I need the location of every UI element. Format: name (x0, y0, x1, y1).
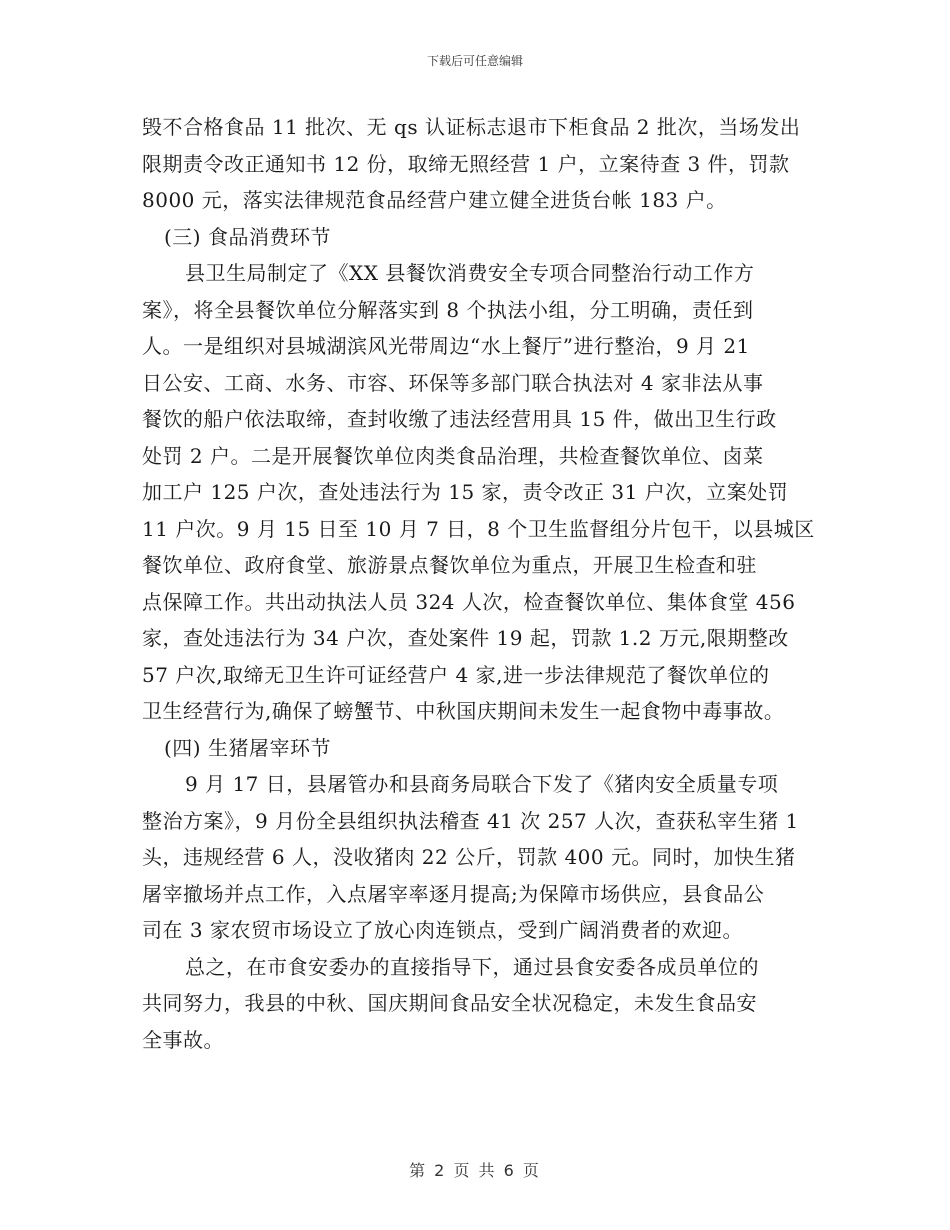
body-line: 案》，将全县餐饮单位分解落实到 8 个执法小组，分工明确，责任到 (142, 297, 754, 322)
body-line: 点保障工作。共出动执法人员 324 人次，检查餐饮单位、集体食堂 456 (142, 589, 796, 614)
document-body (142, 112, 815, 1061)
body-line: 整治方案》，9 月份全县组织执法稽查 41 次 257 人次，查获私宰生猪 1 (142, 808, 799, 833)
body-line: 毁不合格食品 11 批次、无 qs 认证标志退市下柜食品 2 批次，当场发出 (142, 115, 801, 139)
page-header: 下载后可任意编辑 (426, 54, 523, 68)
section-heading: (四) 生猪屠宰环节 (164, 735, 331, 760)
body-line: 总之，在市食安委办的直接指导下，通过县食安委各成员单位的 (185, 954, 759, 979)
body-line: 全事故。 (142, 1027, 224, 1052)
body-line: 限期责令改正通知书 12 份，取缔无照经营 1 户，立案待查 3 件，罚款 (142, 151, 790, 176)
body-line: 加工户 125 户次，查处违法行为 15 家，责令改正 31 户次，立案处罚 (142, 480, 789, 504)
body-line: 共同努力，我县的中秋、国庆期间食品安全状况稳定，未发生食品安 (142, 991, 757, 1015)
body-line: 餐饮的船户依法取缔，查封收缴了违法经营用具 15 件，做出卫生行政 (142, 407, 777, 431)
body-line: 屠宰撤场并点工作，入点屠宰率逐月提高;为保障市场供应，县食品公 (142, 881, 765, 906)
body-line: 县卫生局制定了《XX 县餐饮消费安全专项合同整治行动工作方 (185, 261, 755, 285)
body-line: 日公安、工商、水务、市容、环保等多部门联合执法对 4 家非法从事 (142, 370, 764, 395)
body-line: 9 月 17 日，县屠管办和县商务局联合下发了《猪肉安全质量专项 (185, 772, 779, 796)
section-heading: (三) 食品消费环节 (164, 224, 331, 249)
body-line: 57 户次,取缔无卫生许可证经营户 4 家,进一步法律规范了餐饮单位的 (142, 662, 770, 687)
body-line: 处罚 2 户。二是开展餐饮单位肉类食品治理，共检查餐饮单位、卤菜 (142, 443, 764, 468)
body-line: 头，违规经营 6 人，没收猪肉 22 公斤，罚款 400 元。同时，加快生猪 (142, 845, 796, 869)
body-line: 卫生经营行为,确保了螃蟹节、中秋国庆期间未发生一起食物中毒事故。 (142, 699, 785, 723)
body-line: 8000 元，落实法律规范食品经营户建立健全进货台帐 183 户。 (142, 188, 727, 212)
body-line: 司在 3 家农贸市场设立了放心肉连锁点，受到广阔消费者的欢迎。 (142, 918, 743, 942)
body-line: 人。一是组织对县城湖滨风光带周边“水上餐厅”进行整治，9 月 21 (142, 334, 750, 358)
body-line: 家，查处违法行为 34 户次，查处案件 19 起，罚款 1.2 万元,限期整改 (142, 626, 789, 650)
body-line: 11 户次。9 月 15 日至 10 月 7 日，8 个卫生监督组分片包干，以县城区 (142, 516, 815, 541)
page-number: 第 2 页 共 6 页 (409, 1161, 541, 1180)
body-line: 餐饮单位、政府食堂、旅游景点餐饮单位为重点，开展卫生检查和驻 (142, 553, 757, 577)
